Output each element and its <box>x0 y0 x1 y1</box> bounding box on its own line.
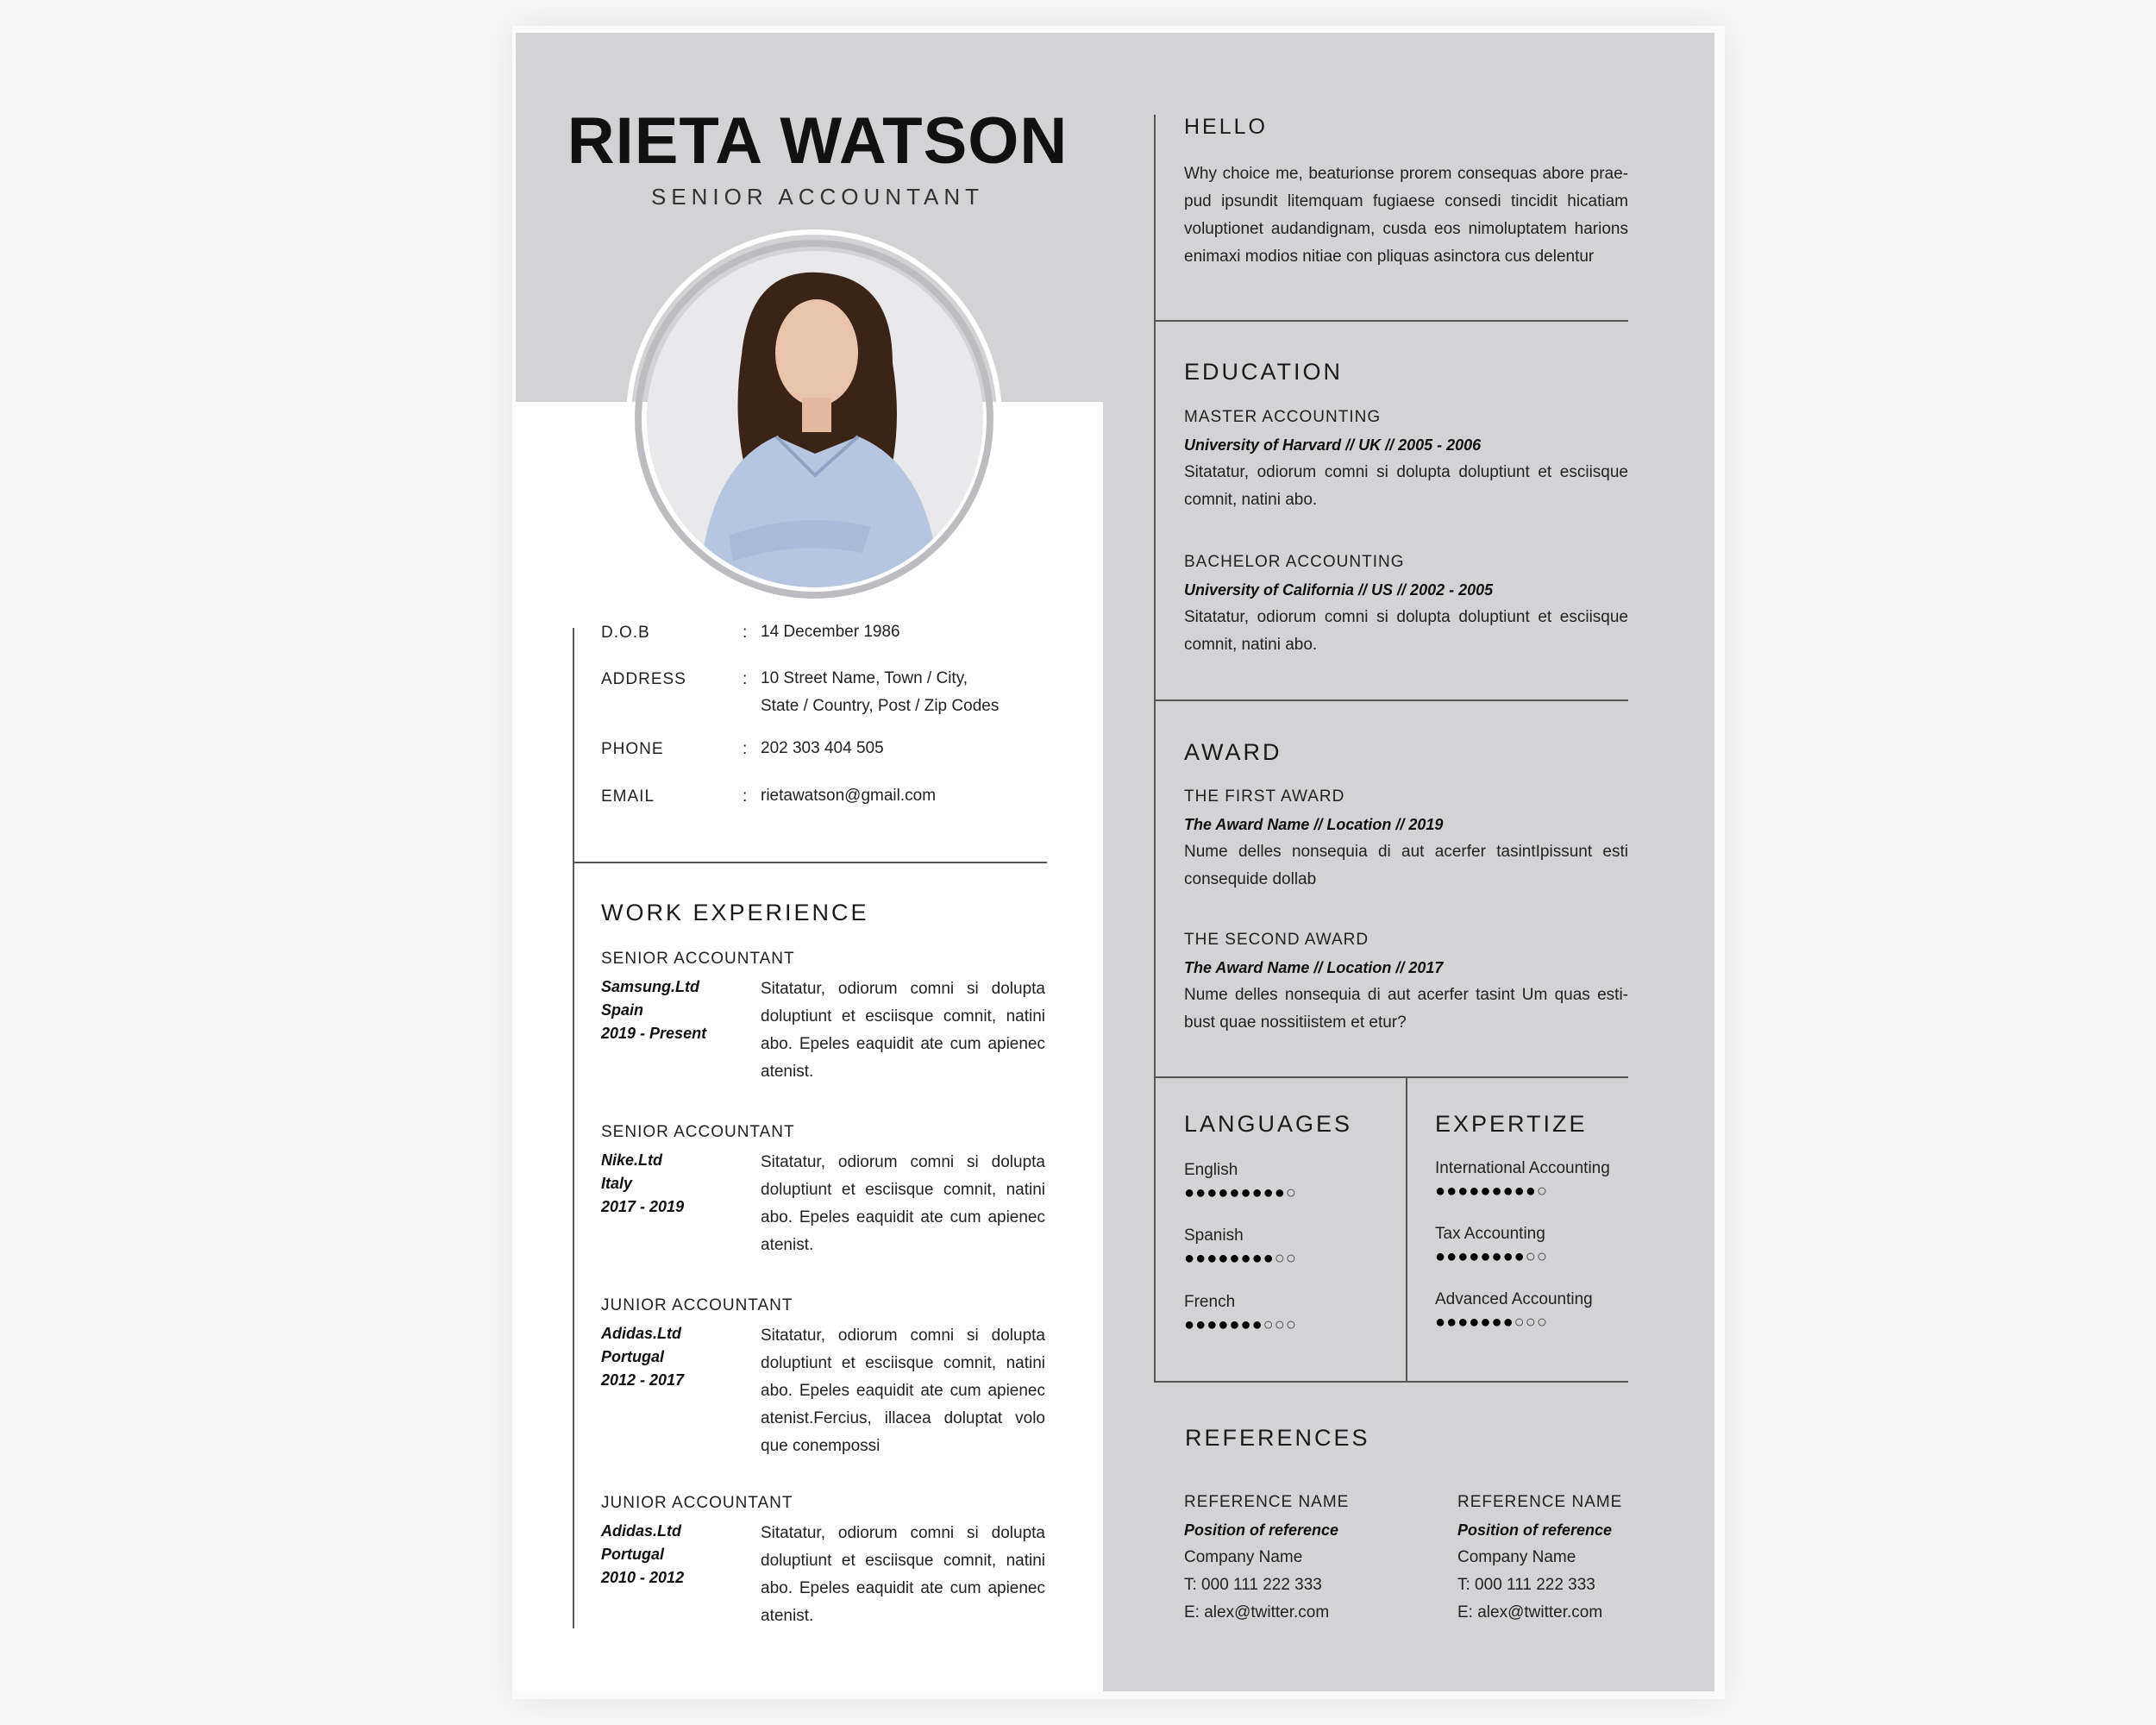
reference-company: Company Name <box>1457 1548 1576 1566</box>
award-item <box>1184 783 1628 894</box>
award-item <box>1184 926 1628 1037</box>
language-name: French <box>1184 1293 1236 1311</box>
reference-name: REFERENCE NAME <box>1184 1493 1350 1511</box>
hello-divider <box>1154 320 1628 322</box>
email-colon: : <box>743 787 749 806</box>
reference-email[interactable]: E: alex@twitter.com <box>1457 1603 1603 1622</box>
job-description: Sitatatur, odiorum comni si dolupta doluptiunt et esciisque comnit, natini abo. Epeles eaquidit ate cum apienec atenist.Fercius, illacea doluptat volo que conempossi <box>761 1327 1045 1455</box>
email-value[interactable]: rietawatson@gmail.com <box>761 787 937 805</box>
job-period: 2019 - Present <box>601 1025 707 1042</box>
job-meta <box>601 1520 752 1590</box>
hello-text: Why choice me, beaturionse prorem consequas abore prae-pud ipsundit litemquam fugiaese consedi tincidit hicatiam voluptionet audandignam, cusda eos nimoluptatem harions enimaxi modios nitiae con pliquas asinctora cus delentur <box>1184 165 1628 266</box>
reference-position: Position of reference <box>1457 1521 1613 1539</box>
references-title: REFERENCES <box>1185 1425 1370 1451</box>
job-meta <box>601 1149 752 1219</box>
rating-dot-empty: ○ <box>1525 1313 1537 1332</box>
language-name: English <box>1184 1161 1238 1179</box>
education-description: Sitatatur, odiorum comni si dolupta doluptiunt et esciisque comnit, natini abo. <box>1184 608 1628 654</box>
expertize-item <box>1435 1159 1659 1204</box>
education-description: Sitatatur, odiorum comni si dolupta doluptiunt et esciisque comnit, natini abo. <box>1184 463 1628 509</box>
left-divider-horizontal <box>573 862 1047 863</box>
rating-dot-filled: ● <box>1502 1313 1514 1332</box>
job-location: Spain <box>601 1001 644 1019</box>
language-rating <box>1184 1245 1408 1271</box>
job-item <box>601 950 1050 1081</box>
hello-title: HELLO <box>1184 115 1268 139</box>
job-meta <box>601 975 752 1045</box>
rating-dot-filled: ● <box>1480 1182 1492 1201</box>
expertize-name: Advanced Accounting <box>1435 1290 1593 1308</box>
language-item <box>1184 1161 1408 1206</box>
address-line-1: 10 Street Name, Town / City, <box>761 669 968 687</box>
rating-dot-filled: ● <box>1514 1182 1526 1201</box>
rating-dot-filled: ● <box>1469 1182 1481 1201</box>
rating-dot-filled: ● <box>1251 1183 1263 1202</box>
expertize-title: EXPERTIZE <box>1435 1111 1588 1137</box>
rating-dot-empty: ○ <box>1285 1249 1297 1268</box>
rating-dot-filled: ● <box>1457 1313 1470 1332</box>
job-item <box>601 1296 1050 1455</box>
rating-dot-filled: ● <box>1195 1315 1207 1334</box>
rating-dot-filled: ● <box>1274 1183 1286 1202</box>
rating-dot-filled: ● <box>1502 1247 1514 1266</box>
rating-dot-filled: ● <box>1206 1249 1219 1268</box>
education-degree: MASTER ACCOUNTING <box>1184 408 1382 426</box>
job-period: 2017 - 2019 <box>601 1198 685 1215</box>
expertize-name: International Accounting <box>1435 1159 1610 1177</box>
rating-dot-filled: ● <box>1240 1183 1252 1202</box>
rating-dot-filled: ● <box>1435 1182 1447 1201</box>
education-school: University of Harvard // UK // 2005 - 2006 <box>1184 436 1482 454</box>
rating-dot-filled: ● <box>1263 1249 1275 1268</box>
rating-dot-filled: ● <box>1502 1182 1514 1201</box>
rating-dot-filled: ● <box>1184 1249 1196 1268</box>
education-item <box>1184 404 1628 514</box>
rating-dot-empty: ○ <box>1274 1315 1286 1334</box>
rating-dot-filled: ● <box>1218 1183 1230 1202</box>
job-location: Portugal <box>601 1348 665 1365</box>
expertize-rating <box>1435 1244 1659 1270</box>
job-description: Sitatatur, odiorum comni si dolupta doluptiunt et esciisque comnit, natini abo. Epeles eaquidit ate cum apienec atenist. <box>761 1153 1045 1254</box>
rating-dot-filled: ● <box>1457 1247 1470 1266</box>
work-experience-title: WORK EXPERIENCE <box>601 900 869 925</box>
rating-dot-filled: ● <box>1435 1247 1447 1266</box>
job-company: Adidas.Ltd <box>601 1325 681 1342</box>
rating-dot-filled: ● <box>1469 1247 1481 1266</box>
rating-dot-empty: ○ <box>1285 1183 1297 1202</box>
reference-position: Position of reference <box>1184 1521 1339 1539</box>
rating-dot-filled: ● <box>1491 1182 1503 1201</box>
rating-dot-filled: ● <box>1435 1313 1447 1332</box>
candidate-name: RIETA WATSON <box>567 104 1069 178</box>
rating-dot-filled: ● <box>1491 1247 1503 1266</box>
candidate-title: SENIOR ACCOUNTANT <box>650 184 985 210</box>
award-name: THE FIRST AWARD <box>1184 787 1345 806</box>
rating-dot-filled: ● <box>1480 1247 1492 1266</box>
rating-dot-empty: ○ <box>1514 1313 1526 1332</box>
dob-label: D.O.B <box>601 624 650 642</box>
expertize-item <box>1435 1290 1659 1335</box>
language-item <box>1184 1226 1408 1271</box>
right-divider-vertical <box>1154 115 1156 1383</box>
award-divider <box>1154 1076 1628 1078</box>
education-school: University of California // US // 2002 - 2005 <box>1184 581 1494 599</box>
award-title: AWARD <box>1184 739 1282 765</box>
award-description: Nume delles nonsequia di aut acerfer tasint Um quas esti-bust quae nossitiistem et etur? <box>1184 986 1628 1032</box>
rating-dot-filled: ● <box>1469 1313 1481 1332</box>
rating-dot-filled: ● <box>1457 1182 1470 1201</box>
education-title: EDUCATION <box>1184 359 1344 385</box>
education-degree: BACHELOR ACCOUNTING <box>1184 553 1405 571</box>
rating-dot-filled: ● <box>1491 1313 1503 1332</box>
job-description: Sitatatur, odiorum comni si dolupta doluptiunt et esciisque comnit, natini abo. Epeles eaquidit ate cum apienec atenist. <box>761 980 1045 1081</box>
job-company: Samsung.Ltd <box>601 978 700 995</box>
left-divider-vertical <box>573 628 574 1628</box>
reference-name: REFERENCE NAME <box>1457 1493 1623 1511</box>
reference-item <box>1457 1489 1714 1627</box>
job-role: JUNIOR ACCOUNTANT <box>601 1494 793 1512</box>
job-item <box>601 1123 1050 1254</box>
rating-dot-filled: ● <box>1229 1249 1241 1268</box>
profile-photo <box>647 251 983 587</box>
award-name: THE SECOND AWARD <box>1184 931 1369 949</box>
rating-dot-filled: ● <box>1446 1182 1458 1201</box>
award-description: Nume delles nonsequia di aut acerfer tasintIpissunt esti consequide dollab <box>1184 843 1628 888</box>
language-rating <box>1184 1312 1408 1338</box>
expertize-rating <box>1435 1309 1659 1335</box>
rating-dot-filled: ● <box>1184 1183 1196 1202</box>
rating-dot-empty: ○ <box>1285 1315 1297 1334</box>
job-company: Nike.Ltd <box>601 1151 663 1169</box>
email-label: EMAIL <box>601 787 655 806</box>
job-role: SENIOR ACCOUNTANT <box>601 1123 795 1141</box>
reference-phone: T: 000 111 222 333 <box>1457 1576 1595 1594</box>
job-item <box>601 1494 1050 1625</box>
rating-dot-filled: ● <box>1229 1315 1241 1334</box>
language-name: Spanish <box>1184 1226 1244 1245</box>
job-period: 2012 - 2017 <box>601 1371 685 1389</box>
job-location: Portugal <box>601 1546 665 1563</box>
address-label: ADDRESS <box>601 670 686 688</box>
language-item <box>1184 1293 1408 1338</box>
job-role: JUNIOR ACCOUNTANT <box>601 1296 793 1314</box>
rating-dot-filled: ● <box>1195 1249 1207 1268</box>
job-description: Sitatatur, odiorum comni si dolupta doluptiunt et esciisque comnit, natini abo. Epeles eaquidit ate cum apienec atenist. <box>761 1524 1045 1625</box>
languages-title: LANGUAGES <box>1184 1111 1353 1137</box>
rating-dot-filled: ● <box>1218 1249 1230 1268</box>
rating-dot-filled: ● <box>1195 1183 1207 1202</box>
rating-dot-filled: ● <box>1184 1315 1196 1334</box>
expertize-rating <box>1435 1178 1659 1204</box>
job-location: Italy <box>601 1175 633 1192</box>
rating-dot-filled: ● <box>1229 1183 1241 1202</box>
job-meta <box>601 1322 752 1392</box>
job-role: SENIOR ACCOUNTANT <box>601 950 795 968</box>
dob-value: 14 December 1986 <box>761 623 900 641</box>
award-meta: The Award Name // Location // 2017 <box>1184 959 1444 976</box>
rating-dot-empty: ○ <box>1263 1315 1275 1334</box>
education-item <box>1184 549 1628 659</box>
phone-colon: : <box>743 740 749 758</box>
dob-colon: : <box>743 624 749 642</box>
phone-value: 202 303 404 505 <box>761 739 884 757</box>
rating-dot-filled: ● <box>1240 1249 1252 1268</box>
expertize-name: Tax Accounting <box>1435 1225 1545 1243</box>
job-period: 2010 - 2012 <box>601 1569 685 1586</box>
rating-dot-empty: ○ <box>1525 1247 1537 1266</box>
rating-dot-filled: ● <box>1251 1249 1263 1268</box>
address-colon: : <box>743 670 749 688</box>
rating-dot-filled: ● <box>1514 1247 1526 1266</box>
rating-dot-filled: ● <box>1206 1183 1219 1202</box>
education-divider <box>1154 699 1628 701</box>
award-meta: The Award Name // Location // 2019 <box>1184 816 1444 833</box>
reference-email[interactable]: E: alex@twitter.com <box>1184 1603 1330 1622</box>
reference-phone: T: 000 111 222 333 <box>1184 1576 1322 1594</box>
rating-dot-filled: ● <box>1525 1182 1537 1201</box>
rating-dot-empty: ○ <box>1536 1313 1548 1332</box>
address-line-2: State / Country, Post / Zip Codes <box>761 697 1000 715</box>
rating-dot-filled: ● <box>1218 1315 1230 1334</box>
rating-dot-filled: ● <box>1480 1313 1492 1332</box>
job-company: Adidas.Ltd <box>601 1522 681 1540</box>
skills-divider <box>1154 1381 1628 1383</box>
rating-dot-filled: ● <box>1251 1315 1263 1334</box>
rating-dot-filled: ● <box>1446 1247 1458 1266</box>
phone-label: PHONE <box>601 740 664 758</box>
rating-dot-empty: ○ <box>1536 1182 1548 1201</box>
rating-dot-filled: ● <box>1263 1183 1275 1202</box>
rating-dot-filled: ● <box>1240 1315 1252 1334</box>
expertize-item <box>1435 1225 1659 1270</box>
resume-page <box>516 33 1714 1691</box>
rating-dot-empty: ○ <box>1274 1249 1286 1268</box>
rating-dot-empty: ○ <box>1536 1247 1548 1266</box>
reference-company: Company Name <box>1184 1548 1303 1566</box>
rating-dot-filled: ● <box>1206 1315 1219 1334</box>
language-rating <box>1184 1180 1408 1206</box>
reference-item <box>1184 1489 1443 1627</box>
rating-dot-filled: ● <box>1446 1313 1458 1332</box>
